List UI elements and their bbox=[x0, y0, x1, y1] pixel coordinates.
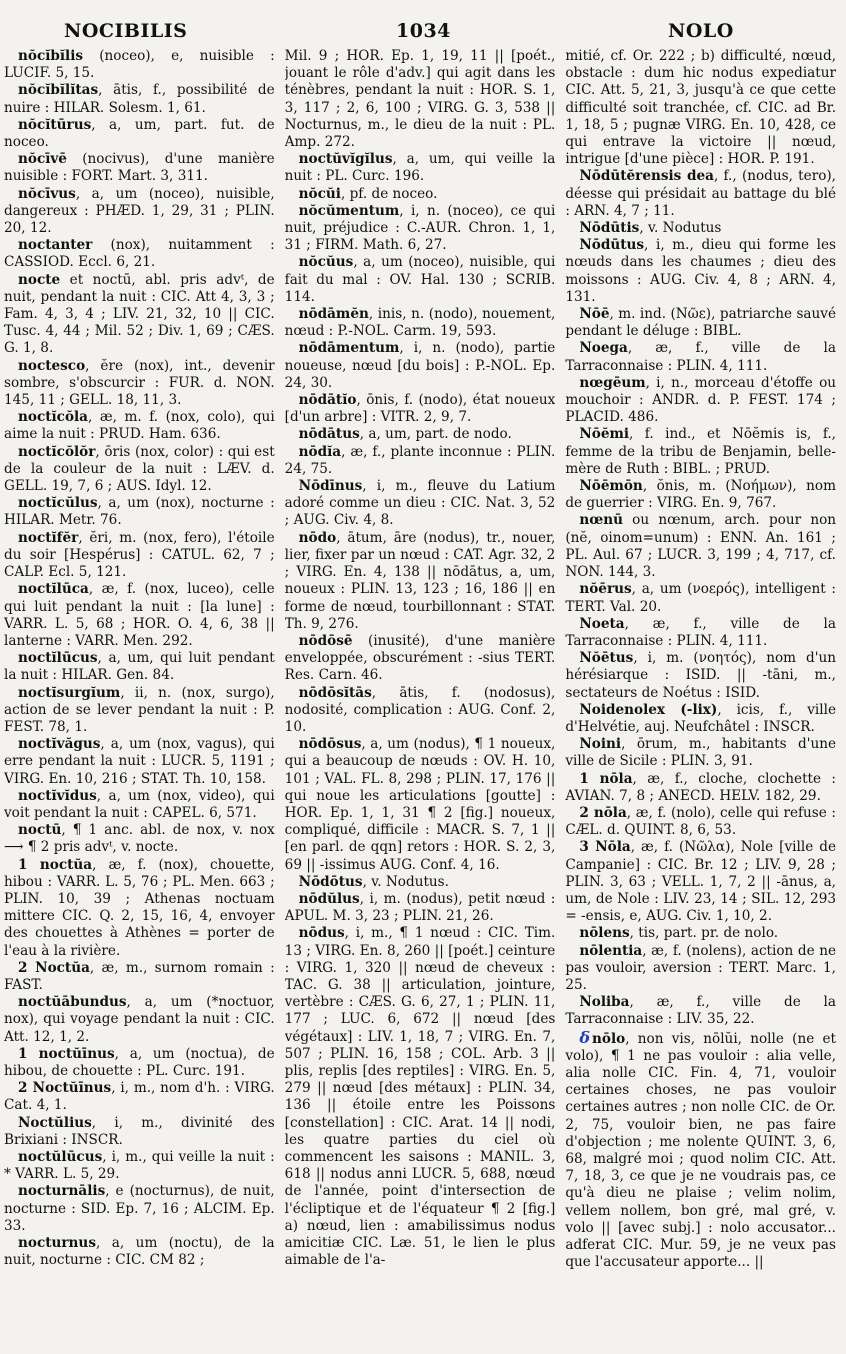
entry-definition: , e (nocturnus), de nuit, nocturne : SID. Ep. 7, 16 ; ALCIM. Ep. 33. bbox=[4, 1183, 275, 1234]
dictionary-entry bbox=[565, 650, 836, 702]
entry-definition: , a, um (nox, video), qui voit pendant la nuit : CAPEL. 6, 571. bbox=[4, 787, 275, 821]
dictionary-entry bbox=[565, 48, 836, 168]
entry-definition: , a, um (noctua), de hibou, de chouette : PL. Curc. 191. bbox=[4, 1045, 275, 1079]
dictionary-entry bbox=[565, 581, 836, 615]
entry-headword: 3 Nōla bbox=[579, 839, 631, 856]
entry-definition: ou nœnum, arch. pour non (nĕ, oinom=unum) : ENN. An. 161 ; PL. Aul. 67 ; LUCR. 3, 199 ; 4, 717, cf. NON. 144, 3. bbox=[565, 512, 837, 581]
column-3 bbox=[565, 48, 836, 1354]
dictionary-entry bbox=[565, 168, 836, 220]
entry-headword: nōdĭa bbox=[298, 443, 342, 460]
entry-headword: noctĭlūca bbox=[18, 581, 89, 598]
dictionary-entry bbox=[565, 426, 836, 478]
dictionary-entry bbox=[4, 736, 275, 788]
entry-headword: Nōdīnus bbox=[298, 478, 363, 495]
entry-definition: , a, um (nodus), ¶ 1 noueux, qui a beaucoup de nœuds : OV. H. 10, 101 ; VAL. FL. 8, 298 ; PLIN. 17, 176 || qui noue les articulations [goutte] : HOR. Ep. 1, 1, 31 ¶ 2 [fig.] noueux, compliqué, difficile : MACR. S. 7, 1 || [en parl. de qqn] retors : HOR. S. 2, 3, 69 || -issimus AUG. Conf. 4, 16. bbox=[284, 736, 556, 873]
dictionary-entry bbox=[565, 839, 836, 925]
entry-headword: Noini bbox=[579, 736, 622, 753]
entry-definition: , icis, f., ville d'Helvétie, auj. Neufchâtel : INSCR. bbox=[565, 701, 836, 735]
entry-definition: , æ, f., plante inconnue : PLIN. 24, 75. bbox=[284, 443, 556, 477]
entry-definition: mitié, cf. Or. 222 ; b) difficulté, nœud, obstacle : dum hic nodus expediatur CIC. Att. 5, 21, 3, jusqu'à ce que cette difficulté soit tranchée, cf. CIC. ad Br. 1, 18, 5 ; pugnæ VIRG. En. 10, 428, ce qui entrave la victoire || nœud, intrigue [d'une pièce] : HOR. P. 191. bbox=[565, 48, 837, 168]
entry-headword: noctĭcŏla bbox=[18, 409, 88, 426]
column-2 bbox=[285, 48, 556, 1354]
entry-definition: , æ, f. (Νῶλα), Nole [ville de Campanie] : CIC. Br. 12 ; LIV. 9, 28 ; PLIN. 3, 63 ; VELL. 1, 7, 2 || -ānus, a, um, de Nole : LIV. 23, 14 ; SIL. 12, 293 = -ensis, e, AUG. Civ. 1, 10, 2. bbox=[565, 839, 837, 925]
entry-headword: nŏcŭus bbox=[298, 254, 354, 271]
entry-headword: 1 nōla bbox=[579, 770, 633, 787]
entry-headword: noctesco bbox=[18, 357, 86, 374]
page-header bbox=[0, 14, 846, 44]
dictionary-entry bbox=[285, 426, 556, 443]
entry-definition: , ōrum, m., habitants d'une ville de Sicile : PLIN. 3, 91. bbox=[565, 736, 837, 770]
entry-headword: nōdāmĕn bbox=[298, 306, 369, 323]
entry-definition: , a, um, part. fut. de noceo. bbox=[4, 116, 275, 151]
entry-definition: , æ, f. (nolens), action de ne pas vouloir, aversion : TERT. Marc. 1, 25. bbox=[565, 942, 837, 993]
dictionary-entry bbox=[4, 685, 275, 737]
entry-definition: , ōris (nox, color) : qui est de la couleur de la nuit : LÆV. d. GELL. 19, 7, 6 ; AUS. Idyl. 12. bbox=[4, 443, 275, 495]
entry-definition: , ii, n. (nox, surgo), action de se lever pendant la nuit : P. FEST. 78, 1. bbox=[4, 684, 275, 735]
entry-headword: nŏcŭi bbox=[298, 185, 341, 202]
dictionary-entry bbox=[565, 925, 836, 942]
entry-definition: , f., (nodus, tero), déesse qui présidait au battage du blé : ARN. 4, 7 ; 11. bbox=[565, 168, 837, 219]
entry-definition: , i, m., fleuve du Latium adoré comme un dieu : CIC. Nat. 3, 52 ; AUG. Civ. 4, 8. bbox=[284, 478, 556, 529]
dictionary-entry bbox=[285, 633, 556, 685]
entry-definition: , non vis, nōlŭi, nolle (ne et volo), ¶ 1 ne pas vouloir : alia velle, alia nolle CIC. Fin. 4, 71, vouloir certaines choses, ne pas vouloir certaines autres ; non nolle CIC. de Or. 2, 75, vouloir bien, ne pas faire d'objection ; me nolente QUINT. 3, 6, 68, malgré moi ; quod nolim CIC. Att. 7, 18, 3, ce que je ne voudrais pas, ce qu'à dieu ne plaise ; velim nolim, vellem nollem, bon gré, mal gré, v. volo || [avec subj.] : nolo accusator... adferat CIC. Mur. 59, je ne veux pas que l'accusateur apporte... || bbox=[565, 1030, 837, 1271]
entry-definition: , ŏnis, m. (Νοήμων), nom de guerrier : VIRG. En. 9, 767. bbox=[565, 478, 837, 512]
entry-definition: , æ, f. (nox, luceo), celle qui luit pendant la nuit : [la lune] : VARR. L. 5, 68 ; HOR. O. 4, 6, 38 || lanterne : VARR. Men. 292. bbox=[4, 581, 275, 649]
entry-headword: noctĭvĭdus bbox=[18, 787, 97, 804]
dictionary-entry bbox=[565, 306, 836, 340]
dictionary-entry bbox=[285, 685, 556, 737]
dictionary-entry bbox=[4, 48, 275, 82]
entry-headword: nœgēum bbox=[579, 374, 646, 391]
entry-headword: nŏcīvus bbox=[18, 185, 76, 202]
dictionary-entry bbox=[4, 1235, 275, 1269]
dictionary-entry bbox=[4, 358, 275, 410]
entry-headword: nōdōsus bbox=[298, 736, 362, 753]
entry-definition: , æ, f. (nox), chouette, hibou : VARR. L. 5, 76 ; PL. Men. 663 ; PLIN. 10, 39 ; Athenas noctuam mittere CIC. Q. 2, 15, 16, 4, envoyer des chouettes à Athènes = porter de l'eau à la rivière. bbox=[4, 856, 275, 959]
entry-definition: , f. ind., et Nōĕmis is, f., femme de la tribu de Benjamin, belle-mère de Ruth : BIBL. ; PRUD. bbox=[565, 426, 837, 477]
entry-headword: Noega bbox=[579, 340, 628, 357]
entry-headword: Nōē bbox=[579, 306, 610, 323]
entry-headword: nōdōsĭtās bbox=[298, 684, 372, 701]
entry-headword: nōdātus bbox=[298, 426, 360, 443]
entry-headword: Nōĕmi bbox=[579, 426, 630, 443]
entry-headword: nŏcĭbĭlĭtas bbox=[18, 82, 99, 99]
dictionary-entry bbox=[565, 237, 836, 306]
entry-headword: noctanter bbox=[18, 237, 93, 254]
entry-definition: , i, m., qui veille la nuit : * VARR. L. 5, 29. bbox=[4, 1149, 275, 1183]
entry-definition: (nocivus), d'une manière nuisible : FORT. Mart. 3, 311. bbox=[4, 151, 275, 185]
entry-definition: , ĕri, m. (nox, fero), l'étoile du soir [Hespérus] : CATUL. 62, 7 ; CALP. Ecl. 5, 121. bbox=[4, 529, 275, 581]
dictionary-entry bbox=[565, 512, 836, 581]
entry-headword: noctŭlūcus bbox=[18, 1149, 103, 1165]
entry-headword: Noidenolex (-lix) bbox=[579, 701, 718, 718]
entry-definition: , i, m. (nodus), petit nœud : APUL. M. 3, 23 ; PLIN. 21, 26. bbox=[284, 890, 556, 925]
dictionary-entry bbox=[285, 874, 556, 891]
entry-headword: 2 Noctŭa bbox=[18, 959, 90, 976]
dictionary-entry bbox=[4, 960, 275, 994]
dictionary-entry bbox=[565, 994, 836, 1028]
entry-definition: , a, um, qui veille la nuit : PL. Curc. 196. bbox=[284, 151, 556, 185]
dictionary-entry bbox=[285, 203, 556, 255]
dictionary-entry bbox=[4, 1183, 275, 1235]
entry-headword: nōdus bbox=[298, 925, 345, 942]
entry-definition: , tis, part. pr. de nolo. bbox=[629, 925, 779, 942]
dictionary-entry bbox=[285, 444, 556, 478]
entry-headword: nocturnus bbox=[18, 1235, 96, 1252]
entry-headword: noctĭlūcus bbox=[18, 650, 98, 667]
dictionary-entry bbox=[565, 736, 836, 770]
entry-headword: noctĭcŭlus bbox=[18, 495, 98, 512]
entry-headword: nŏcīvē bbox=[18, 151, 67, 168]
entry-headword: nōlens bbox=[579, 925, 630, 942]
dictionary-entry bbox=[565, 478, 836, 512]
dictionary-entry bbox=[285, 530, 556, 633]
dictionary-entry bbox=[285, 478, 556, 530]
entry-definition: , æ, f., ville de la Tarraconnaise : PLIN. 4, 111. bbox=[565, 340, 837, 374]
dictionary-entry bbox=[285, 151, 556, 185]
dictionary-entry bbox=[4, 151, 275, 185]
entry-definition: , i, n., morceau d'étoffe ou mouchoir : ANDR. d. P. FEST. 174 ; PLACID. 486. bbox=[565, 374, 837, 426]
entry-headword: Nōdūtus bbox=[579, 237, 645, 254]
dictionary-entry bbox=[4, 581, 275, 650]
entry-headword: noctĭcŏlŏr bbox=[18, 443, 96, 460]
entry-definition: , a, um (noctu), de la nuit, nocturne : CIC. CM 82 ; bbox=[4, 1235, 275, 1269]
entry-definition: , i, m. (νοητός), nom d'un hérésiarque : ISID. || -tāni, m., sectateurs de Noétus : ISID. bbox=[565, 650, 837, 701]
entry-headword: nōlo bbox=[592, 1030, 626, 1047]
dictionary-entry bbox=[4, 788, 275, 822]
column-1 bbox=[4, 48, 275, 1354]
entry-headword: nōdŭlus bbox=[298, 890, 360, 907]
entry-definition: , a, um (noceo), nuisible, qui fait du mal : OV. Hal. 130 ; SCRIB. 114. bbox=[284, 254, 556, 305]
entry-headword: nŏcĭtūrus bbox=[18, 116, 92, 133]
entry-headword: nōdo bbox=[298, 529, 337, 546]
entry-definition: , i, m., ¶ 1 nœud : CIC. Tim. 13 ; VIRG. En. 8, 260 || [poét.] ceinture : VIRG. 1, 320 || nœud de cheveux : TAC. G. 38 || articulation, jointure, vertèbre : CÆS. G. 6, 27, 1 ; PLIN. 11, 177 ; LUC. 6, 672 || nœud [des végétaux] : LIV. 1, 18, 7 ; VIRG. En. 7, 507 ; PLIN. 16, 158 ; COL. Arb. 3 || plis, replis [des reptiles] : VIRG. En. 5, 279 || nœud [des métaux] : PLIN. 34, 136 || étoile entre les Poissons [constellation] : CIC. Arat. 14 || nodi, les quatre parties du ciel où commencent les saisons : MANIL. 3, 618 || nodus anni LUCR. 5, 688, nœud de l'année, point d'intersection de l'écliptique et de l'équateur ¶ 2 [fig.] a) nœud, lien : amabilissimus nodus amicitiæ CIC. Læ. 51, le lien le plus aimable de l'a- bbox=[284, 925, 556, 1269]
dictionary-entry bbox=[565, 943, 836, 995]
entry-definition: et noctū, abl. pris advᵗ, de nuit, pendant la nuit : CIC. Att 4, 3, 3 ; Fam. 4, 3, 4 ; LIV. 21, 32, 10 || CIC. Tusc. 4, 44 ; Mil. 52 ; Div. 1, 69 ; CÆS. G. 1, 8. bbox=[4, 271, 275, 357]
entry-headword: 2 nōla bbox=[579, 804, 627, 821]
entry-definition: , ōnis, f. (nodo), état noueux [d'un arbre] : VITR. 2, 9, 7. bbox=[284, 392, 556, 426]
entry-definition: , a, um, qui luit pendant la nuit : HILAR. Gen. 84. bbox=[4, 650, 275, 684]
entry-definition: , v. Nodutus. bbox=[362, 873, 449, 890]
page-number: 1034 bbox=[396, 20, 451, 42]
dictionary-entry bbox=[4, 495, 275, 529]
dictionary-entry bbox=[4, 1080, 275, 1114]
entry-headword: nōlentia bbox=[579, 942, 643, 959]
dictionary-entry bbox=[565, 340, 836, 374]
dictionary-entry bbox=[4, 1149, 275, 1183]
entry-headword: Nōēmōn bbox=[579, 478, 643, 495]
entry-headword: noctŭābundus bbox=[18, 994, 127, 1011]
entry-headword: 2 Noctŭīnus bbox=[18, 1080, 112, 1097]
entry-definition: , a, um (noceo), nuisible, dangereux : PHÆD. 1, 29, 31 ; PLIN. 20, 12. bbox=[4, 185, 275, 237]
entry-definition: , pf. de noceo. bbox=[340, 185, 438, 202]
dictionary-entry bbox=[4, 857, 275, 960]
entry-definition: , ātis, f. (nodosus), nodosité, complication : AUG. Conf. 2, 10. bbox=[284, 684, 556, 735]
entry-definition: , æ, f., ville de la Tarraconnaise : PLIN. 4, 111. bbox=[565, 615, 837, 649]
entry-definition: , i, n. (nodo), partie noueuse, nœud [du bois] : P.-NOL. Ep. 24, 30. bbox=[284, 340, 556, 391]
entry-headword: Nōdūtĕrensis dea bbox=[579, 168, 714, 185]
dictionary-entry bbox=[4, 272, 275, 358]
entry-definition: , æ, m., surnom romain : FAST. bbox=[4, 959, 275, 993]
entry-definition: , a, um (nox, vagus), qui erre pendant la nuit : LUCR. 5, 1191 ; VIRG. En. 10, 216 ; STAT. Th. 10, 158. bbox=[4, 736, 275, 787]
entry-definition: , æ, f., ville de la Tarraconnaise : LIV. 35, 22. bbox=[565, 994, 837, 1028]
dictionary-entry bbox=[565, 220, 836, 237]
entry-headword: nŏcŭmentum bbox=[298, 202, 400, 219]
entry-definition: , a, um (*noctuor, nox), qui voyage pendant la nuit : CIC. Att. 12, 1, 2. bbox=[4, 994, 275, 1045]
entry-headword: 1 noctŭīnus bbox=[18, 1045, 115, 1062]
entry-headword: noctĭvăgus bbox=[18, 736, 101, 753]
entry-definition: , a, um (νοερός), intelligent : TERT. Val. 20. bbox=[565, 581, 837, 615]
dictionary-entry bbox=[285, 891, 556, 925]
entry-definition: , i, m., divinité des Brixiani : INSCR. bbox=[4, 1114, 275, 1148]
entry-definition: , a, um (nox), nocturne : HILAR. Metr. 76. bbox=[4, 495, 275, 529]
entry-headword: nōdāmentum bbox=[298, 340, 400, 357]
entry-headword: noctĭfĕr bbox=[18, 529, 79, 546]
dictionary-entry bbox=[565, 805, 836, 839]
entry-definition: , ¶ 1 anc. abl. de nox, v. nox ⟶ ¶ 2 pris advᵗ, v. nocte. bbox=[4, 822, 275, 856]
entry-headword: noctĭsurgĭum bbox=[18, 684, 121, 701]
entry-definition: , i, n. (noceo), ce qui nuit, préjudice : C.-AUR. Chron. 1, 1, 31 ; FIRM. Math. 6, 27. bbox=[284, 202, 556, 254]
dictionary-entry bbox=[285, 392, 556, 426]
entry-headword: Nōdōtus bbox=[298, 873, 363, 890]
entry-definition: , i, m., nom d'h. : VIRG. Cat. 4, 1. bbox=[4, 1080, 275, 1114]
entry-definition: , v. Nodutus bbox=[639, 220, 722, 237]
entry-headword: nŏērus bbox=[579, 581, 632, 598]
dictionary-entry bbox=[565, 771, 836, 805]
text-columns bbox=[4, 48, 836, 1354]
entry-definition: , m. ind. (Νῶε), patriarche sauvé pendant le déluge : BIBL. bbox=[565, 306, 837, 340]
handwritten-mark: δ bbox=[579, 1027, 591, 1047]
dictionary-entry bbox=[565, 375, 836, 427]
entry-definition: Mil. 9 ; HOR. Ep. 1, 19, 11 || [poét., jouant le rôle d'adv.] qui agit dans les ténèbres, pendant la nuit : HOR. S. 1, 3, 117 ; 2, 6, 100 ; VIRG. G. 3, 538 || Nocturnus, m., le dieu de la nuit : PL. Amp. 272. bbox=[284, 48, 556, 151]
entry-definition: (nox), nuitamment : CASSIOD. Eccl. 6, 21. bbox=[4, 237, 275, 271]
entry-headword: noctū bbox=[18, 822, 62, 839]
dictionary-entry bbox=[285, 254, 556, 306]
dictionary-entry bbox=[285, 340, 556, 392]
dictionary-entry bbox=[565, 702, 836, 736]
entry-definition: , inis, n. (nodo), nouement, nœud : P.-NOL. Carm. 19, 593. bbox=[284, 306, 556, 340]
entry-headword: nōdātĭo bbox=[298, 392, 357, 409]
dictionary-entry bbox=[4, 82, 275, 116]
entry-definition: , a, um, part. de nodo. bbox=[359, 426, 512, 443]
entry-headword: noctŭvĭgĭlus bbox=[298, 151, 393, 168]
entry-definition: , ātis, f., possibilité de nuire : HILAR. Solesm. 1, 61. bbox=[4, 82, 275, 116]
dictionary-entry bbox=[4, 237, 275, 271]
entry-headword: nŏcĭbĭlis bbox=[18, 48, 84, 64]
entry-definition: , æ, f. (nolo), celle qui refuse : CÆL. d. QUINT. 8, 6, 53. bbox=[565, 804, 837, 839]
entry-definition: , æ, m. f. (nox, colo), qui aime la nuit : PRUD. Ham. 636. bbox=[4, 409, 275, 443]
dictionary-entry bbox=[565, 1029, 836, 1272]
entry-headword: nōdōsē bbox=[298, 632, 353, 649]
entry-definition: , ātum, āre (nodus), tr., nouer, lier, fixer par un nœud : CAT. Agr. 32, 2 ; VIRG. En. 4, 138 || nōdātus, a, um, noueux : PLIN. 13, 123 ; 16, 186 || en forme de nœud, tourbillonnant : STAT. Th. 9, 276. bbox=[284, 529, 556, 632]
entry-definition: , i, m., dieu qui forme les nœuds dans les chaumes ; dieu des moissons : AUG. Civ. 4, 8 ; ARN. 4, 131. bbox=[565, 237, 837, 305]
dictionary-entry bbox=[285, 186, 556, 203]
dictionary-entry bbox=[285, 306, 556, 340]
dictionary-entry bbox=[4, 444, 275, 496]
dictionary-entry bbox=[285, 925, 556, 1269]
dictionary-entry bbox=[285, 736, 556, 874]
dictionary-entry bbox=[4, 1046, 275, 1080]
entry-headword: nocturnālis bbox=[18, 1183, 106, 1200]
dictionary-entry bbox=[4, 822, 275, 856]
dictionary-entry bbox=[565, 616, 836, 650]
dictionary-entry bbox=[4, 1115, 275, 1149]
header-right-guide-word: NOLO bbox=[668, 20, 734, 42]
entry-headword: Noliba bbox=[579, 994, 630, 1011]
entry-headword: Nōdūtis bbox=[579, 220, 640, 237]
header-left-guide-word: NOCIBILIS bbox=[64, 20, 188, 42]
entry-definition: (inusité), d'une manière enveloppée, obscurément : -sius TERT. Res. Carn. 46. bbox=[284, 632, 556, 684]
entry-definition: , æ, f., cloche, clochette : AVIAN. 7, 8 ; ANECD. HELV. 182, 29. bbox=[565, 770, 837, 804]
dictionary-entry bbox=[4, 994, 275, 1046]
dictionary-entry bbox=[4, 530, 275, 582]
dictionary-entry bbox=[4, 186, 275, 238]
dictionary-entry bbox=[4, 409, 275, 443]
entry-definition: , ĕre (nox), int., devenir sombre, s'obscurcir : FUR. d. NON. 145, 11 ; GELL. 18, 11, 3. bbox=[4, 357, 275, 409]
entry-headword: 1 noctŭa bbox=[18, 856, 93, 873]
dictionary-entry bbox=[4, 650, 275, 684]
entry-headword: Nŏētus bbox=[579, 650, 634, 667]
entry-headword: Noeta bbox=[579, 615, 625, 632]
entry-headword: nœnū bbox=[579, 512, 623, 529]
entry-headword: Noctŭlius bbox=[18, 1114, 92, 1131]
entry-headword: nocte bbox=[18, 271, 61, 288]
dictionary-entry bbox=[285, 48, 556, 151]
entry-definition: (noceo), e, nuisible : LUCIF. 5, 15. bbox=[4, 48, 275, 82]
dictionary-entry bbox=[4, 117, 275, 151]
